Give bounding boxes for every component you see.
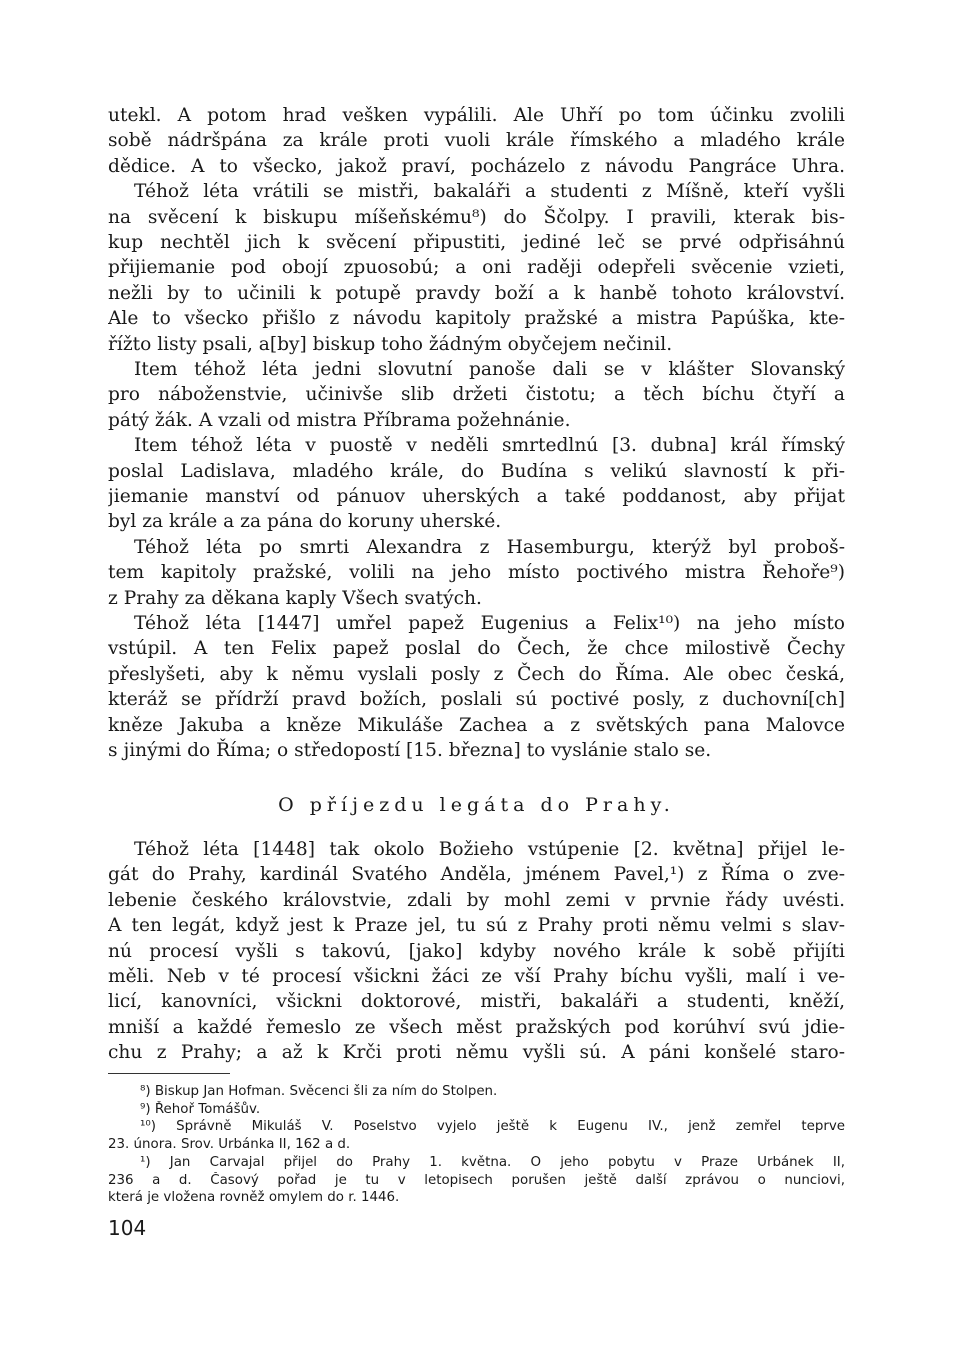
text-line: byl za krále a za pána do koruny uherské. (108, 511, 502, 533)
text-line: pátý žák. A vzali od mistra Příbrama požehnánie. (108, 409, 571, 431)
text-line: na svěcení k biskupu míšeňskému⁸) do Ščolpy. I pravili, kterak bis- (108, 206, 845, 228)
text-line: utekl. A potom hrad vešken vypálili. Ale Uhří po tom účinku zvolili (108, 105, 845, 126)
text-line: kněze Jakuba a kněze Mikuláše Zachea a z světských pana Malovce (108, 714, 845, 736)
text-line: měli. Neb v té procesí všickni žáci ze vší Prahy bíchu vyšli, malí i ve- (108, 966, 845, 987)
text-line: Item téhož léta jedni slovutní panoše dali se v klášter Slovanský (134, 359, 845, 380)
text-line: mniší a každé řemeslo ze všech měst pražských pod korúhví svú jdie- (108, 1016, 845, 1038)
text-line: poslal Ladislava, mladého krále, do Budína s velikú slavností k při- (108, 460, 845, 482)
footnote-line: ⁹) Řehoř Tomášův. (140, 1101, 261, 1117)
text-line: Ale to všecko přišlo z návodu kapitoly pražské a mistra Papúška, kte- (108, 308, 845, 330)
footnote-line: 236 a d. Časový pořad je tu v letopisech porušen ještě další zprávou o nunciovi, (108, 1172, 845, 1188)
text-line: Téhož léta vrátili se mistři, bakaláři a studenti z Míšně, kteří vyšli (134, 181, 845, 203)
text-line: dědice. A to všecko, jakož praví, pocházelo z návodu Pangráce Uhra. (108, 155, 845, 177)
text-line: pro náboženstvie, učinivše slib držeti čistotu; a těch bíchu čtyří a (108, 384, 845, 406)
text-line: Téhož léta [1448] tak okolo Božieho vstúpenie [2. května] přijel le- (134, 839, 845, 860)
text-line: Item téhož léta v puostě v neděli smrtedlnú [3. dubna] král římský (134, 435, 845, 457)
text-line: sobě nádršpána za krále proti vuoli krále římského a mladého krále (108, 130, 845, 152)
text-line: vstúpil. A ten Felix papež poslal do Čech, že chce milostivě Čechy (108, 638, 845, 660)
page-number: 104 (108, 1216, 147, 1240)
text-line: licí, kanovníci, všickni doktorové, mistři, bakaláři a studenti, kněží, (108, 991, 845, 1013)
text-line: Téhož léta [1447] umřel papež Eugenius a Felix¹⁰) na jeho místo (134, 613, 845, 634)
footnote-line: která je vložena rovněž omylem do r. 1446. (108, 1190, 400, 1206)
footnote-line: ¹) Jan Carvajal přijel do Prahy 1. května. O jeho pobytu v Praze Urbánek II, (140, 1154, 845, 1170)
footnote-line: ⁸) Biskup Jan Hofman. Svěcenci šli za ním do Stolpen. (140, 1084, 498, 1099)
text-line: Téhož léta po smrti Alexandra z Hasemburgu, kterýž byl proboš- (134, 536, 845, 558)
section-heading: O příjezdu legáta do Prahy. (278, 794, 675, 816)
text-line: chu z Prahy; a až k Krči proti němu vyšli sú. A páni konšelé staro- (108, 1042, 845, 1064)
text-line: řížto listy psali, a[by] biskup toho žádným obyčejem nečinil. (108, 333, 673, 355)
footnote-line: ¹⁰) Správně Mikuláš V. Poselstvo vyjelo ještě k Eugenu IV., jenž zemřel teprve (140, 1119, 845, 1135)
text-line: A ten legát, když jest k Praze jel, tu sú z Prahy proti němu velmi s slav- (108, 915, 845, 937)
text-line: s jinými do Říma; o středopostí [15. března] to vyslánie stalo se. (108, 740, 712, 761)
text-line: z Prahy za děkana kaply Všech svatých. (108, 587, 482, 609)
text-line: nežli by to učinili k potupě pravdy boží a k hanbě tohoto království. (108, 282, 845, 304)
text-line: gát do Prahy, kardinál Svatého Anděla, jménem Pavel,¹) z Říma o zve- (108, 864, 845, 886)
text-line: lebenie českého královstvie, zdali by mohl zemi v prvnie řády uvésti. (108, 889, 845, 911)
text-line: jiemanie manství od pánuov uherských a také poddanost, aby přijat (108, 486, 845, 507)
text-line: přeslyšeti, aby k němu vyslali posly z Čech do Říma. Ale obec česká, (108, 663, 845, 685)
footnote-rule (108, 1073, 230, 1074)
text-line: kup nechtěl jich k svěcení připustiti, jediné leč se prvé odpřisáhnú (108, 232, 845, 253)
text-line: nú procesí vyšli s takovú, [jako] kdyby nového krále k sobě přijíti (108, 940, 845, 962)
text-line: tem kapitoly pražské, volili na jeho místo poctivého mistra Řehoře⁹) (108, 562, 845, 584)
text-line: kteráž se přídrží pravd božích, poslali sú poctivé posly, z duchovní[ch] (108, 689, 845, 711)
footnote-line: 23. února. Srov. Urbánka II, 162 a d. (108, 1137, 351, 1153)
text-line: přijiemanie pod obojí zpuosobú; a oni raději odepřeli svěcenie vzieti, (108, 257, 845, 279)
